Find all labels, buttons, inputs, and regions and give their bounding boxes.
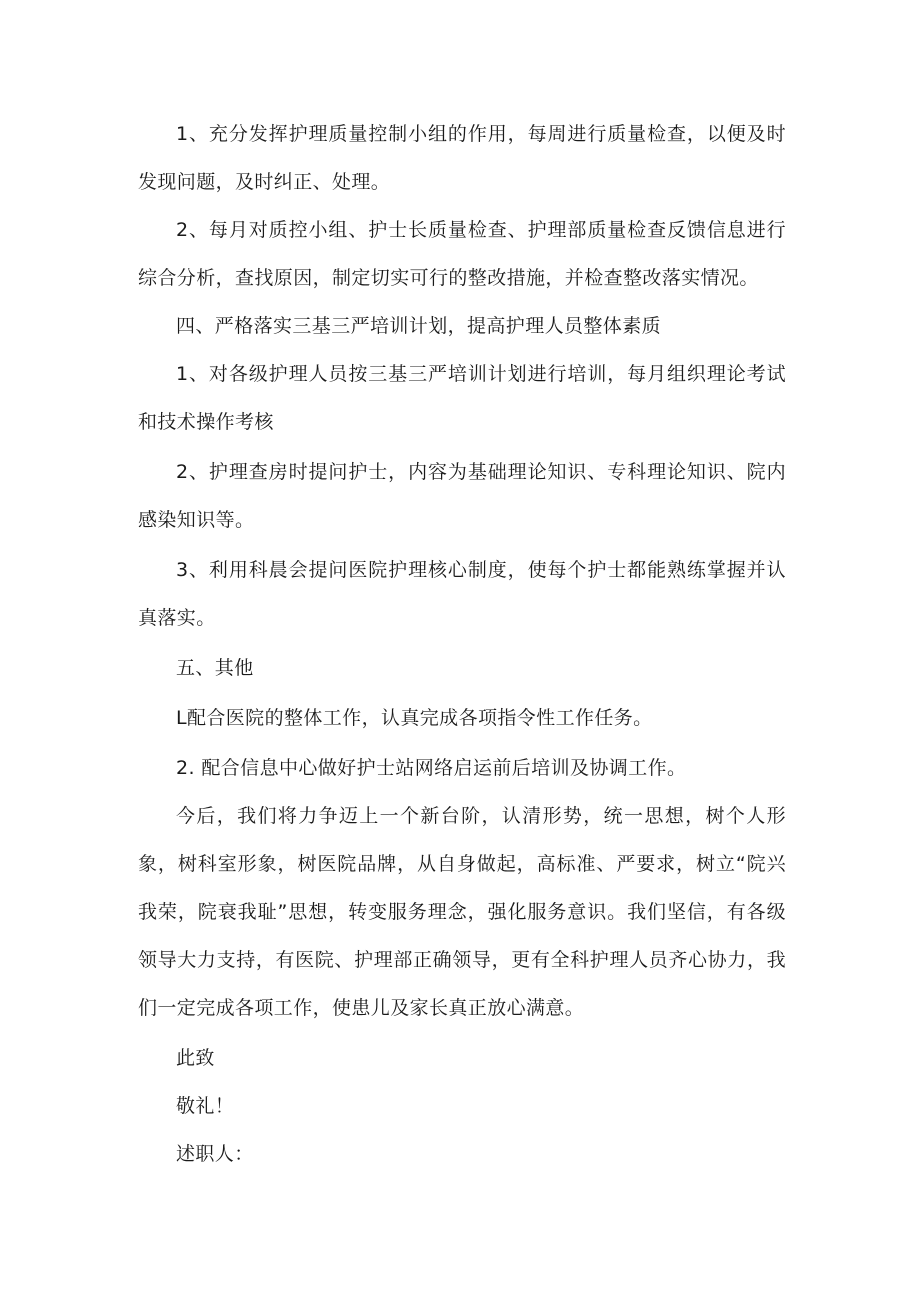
section-heading-training: 四、严格落实三基三严培训计划，提高护理人员整体素质: [176, 315, 662, 337]
paragraph-monthly-analysis: 2、每月对质控小组、护士长质量检查、护理部质量检查反馈信息进行综合分析，查找原因，制定切实可行的整改措施，并检查整改落实情况。: [138, 219, 786, 289]
paragraph-information-center: 2. 配合信息中心做好护士站网络启运前后培训及协调工作。: [176, 757, 687, 779]
paragraph-morning-meeting: 3、利用科晨会提问医院护理核心制度，使每个护士都能熟练掌握并认真落实。: [138, 559, 786, 629]
paragraph-cooperate-hospital: L配合医院的整体工作，认真完成各项指令性工作任务。: [176, 707, 653, 729]
closing-respect: 敬礼！: [176, 1095, 235, 1117]
paragraph-staff-training: 1、对各级护理人员按三基三严培训计划进行培训，每月组织理论考试和技术操作考核: [138, 363, 786, 433]
signature-label: 述职人：: [176, 1143, 254, 1165]
paragraph-ward-round-questions: 2、护理查房时提问护士，内容为基础理论知识、专科理论知识、院内感染知识等。: [138, 461, 786, 531]
paragraph-future-outlook: 今后，我们将力争迈上一个新台阶，认清形势，统一思想，树个人形象，树科室形象，树医院品牌，从自身做起，高标准、严要求，树立“院兴我荣，院衰我耻”思想，转变服务理念，强化服务意识。我们坚信，有各级领导大力支持，有医院、护理部正确领导，更有全科护理人员齐心协力，我们一定完成各项工作，使患儿及家长真正放心满意。: [138, 805, 786, 1019]
closing-salutation: 此致: [176, 1047, 215, 1069]
section-heading-other: 五、其他: [176, 657, 254, 679]
paragraph-quality-control-group: 1、充分发挥护理质量控制小组的作用，每周进行质量检查，以便及时发现问题，及时纠正、处理。: [138, 123, 786, 193]
